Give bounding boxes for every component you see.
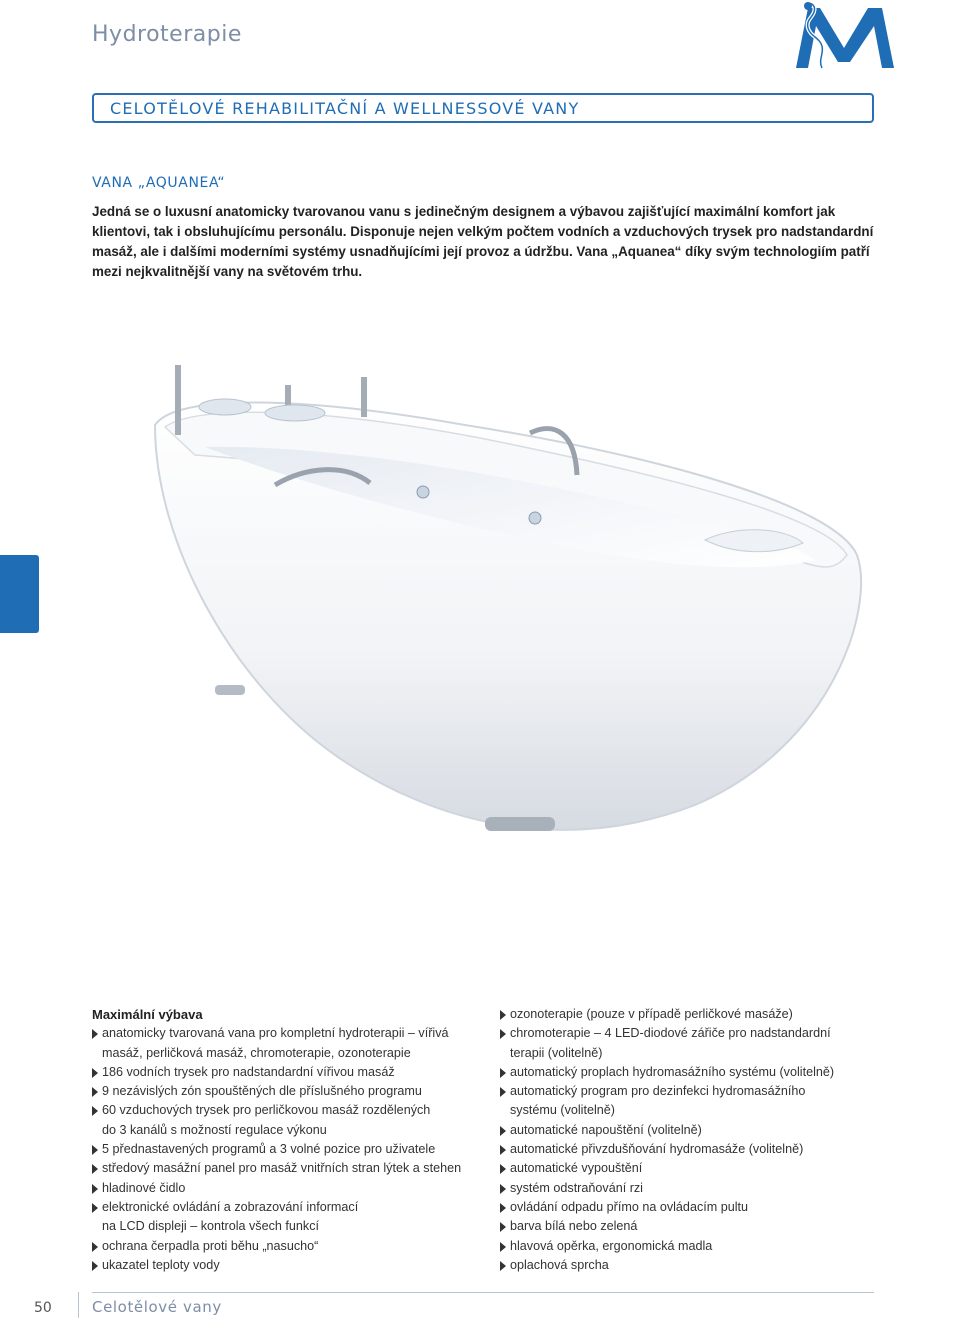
list-item: systém odstraňování rzi	[500, 1179, 860, 1198]
intro-line: masáž, ale i dalšími moderními systémy usnadňujícími její provoz a údržbu. Vana „Aquanea“ díky svým technologiím patří	[92, 244, 870, 259]
triangle-bullet-icon	[92, 1068, 98, 1078]
list-item: 60 vzduchových trysek pro perličkovou masáž rozdělených do 3 kanálů s možností regulace výkonu	[92, 1101, 487, 1140]
intro-line: mezi nejkvalitnější vany na světovém trhu.	[92, 264, 363, 279]
section-title: CELOTĚLOVÉ REHABILITAČNÍ A WELLNESSOVÉ VANY	[110, 99, 580, 118]
list-item: ochrana čerpadla proti běhu „nasucho“	[92, 1237, 487, 1256]
triangle-bullet-icon	[500, 1126, 506, 1136]
list-item: chromoterapie – 4 LED-diodové zářiče pro nadstandardní terapii (volitelně)	[500, 1024, 860, 1063]
footer-divider	[92, 1292, 874, 1293]
list-item: ozonoterapie (pouze v případě perličkové masáže)	[500, 1005, 860, 1024]
footer-separator	[78, 1292, 79, 1318]
triangle-bullet-icon	[92, 1145, 98, 1155]
equipment-list-left	[92, 1024, 487, 1275]
product-title: VANA „AQUANEA“	[92, 175, 226, 191]
bathtub-image	[135, 355, 875, 855]
page-number: 50	[34, 1300, 52, 1316]
triangle-bullet-icon	[92, 1242, 98, 1252]
equipment-right-column	[500, 1005, 860, 1275]
list-item: středový masážní panel pro masáž vnitřních stran lýtek a stehen	[92, 1159, 487, 1178]
triangle-bullet-icon	[92, 1203, 98, 1213]
header-title: Hydroterapie	[92, 22, 242, 47]
list-item: automatické napouštění (volitelně)	[500, 1121, 860, 1140]
equipment-heading: Maximální výbava	[92, 1007, 203, 1022]
intro-line: klientovi, tak i obsluhujícímu personálu. Disponuje nejen velkým počtem vodních a vzduchových trysek pro nadstandardní	[92, 224, 874, 239]
list-item: automatický proplach hydromasážního systému (volitelně)	[500, 1063, 860, 1082]
triangle-bullet-icon	[500, 1068, 506, 1078]
product-intro	[92, 202, 882, 282]
triangle-bullet-icon	[500, 1087, 506, 1097]
equipment-left-column	[92, 1005, 487, 1275]
list-item: ovládání odpadu přímo na ovládacím pultu	[500, 1198, 860, 1217]
triangle-bullet-icon	[500, 1145, 506, 1155]
list-item: barva bílá nebo zelená	[500, 1217, 860, 1236]
list-item: 9 nezávislých zón spouštěných dle příslušného programu	[92, 1082, 487, 1101]
triangle-bullet-icon	[500, 1184, 506, 1194]
triangle-bullet-icon	[500, 1242, 506, 1252]
list-item: anatomicky tvarovaná vana pro kompletní hydroterapii – vířivá masáž, perličková masáž, chromoterapie, ozonoterapie	[92, 1024, 487, 1063]
side-tab	[0, 555, 39, 633]
footer-title: Celotělové vany	[92, 1298, 222, 1316]
list-item: 5 přednastavených programů a 3 volné pozice pro uživatele	[92, 1140, 487, 1159]
brand-logo-icon	[786, 0, 906, 76]
triangle-bullet-icon	[500, 1010, 506, 1020]
section-header	[92, 93, 874, 123]
list-item: oplachová sprcha	[500, 1256, 860, 1275]
triangle-bullet-icon	[500, 1029, 506, 1039]
list-item: ukazatel teploty vody	[92, 1256, 487, 1275]
list-item: hlavová opěrka, ergonomická madla	[500, 1237, 860, 1256]
triangle-bullet-icon	[500, 1222, 506, 1232]
list-item: hladinové čidlo	[92, 1179, 487, 1198]
equipment-list-right	[500, 1005, 860, 1275]
triangle-bullet-icon	[92, 1029, 98, 1039]
list-item: elektronické ovládání a zobrazování informací na LCD displeji – kontrola všech funkcí	[92, 1198, 487, 1237]
triangle-bullet-icon	[500, 1164, 506, 1174]
triangle-bullet-icon	[500, 1261, 506, 1271]
list-item: automatický program pro dezinfekci hydromasážního systému (volitelně)	[500, 1082, 860, 1121]
intro-line: Jedná se o luxusní anatomicky tvarovanou vanu s jedinečným designem a výbavou zajišťující maximální komfort jak	[92, 204, 836, 219]
triangle-bullet-icon	[92, 1184, 98, 1194]
triangle-bullet-icon	[92, 1164, 98, 1174]
triangle-bullet-icon	[500, 1203, 506, 1213]
triangle-bullet-icon	[92, 1106, 98, 1116]
list-item: automatické vypouštění	[500, 1159, 860, 1178]
list-item: 186 vodních trysek pro nadstandardní vířivou masáž	[92, 1063, 487, 1082]
triangle-bullet-icon	[92, 1087, 98, 1097]
list-item: automatické přivzdušňování hydromasáže (volitelně)	[500, 1140, 860, 1159]
triangle-bullet-icon	[92, 1261, 98, 1271]
